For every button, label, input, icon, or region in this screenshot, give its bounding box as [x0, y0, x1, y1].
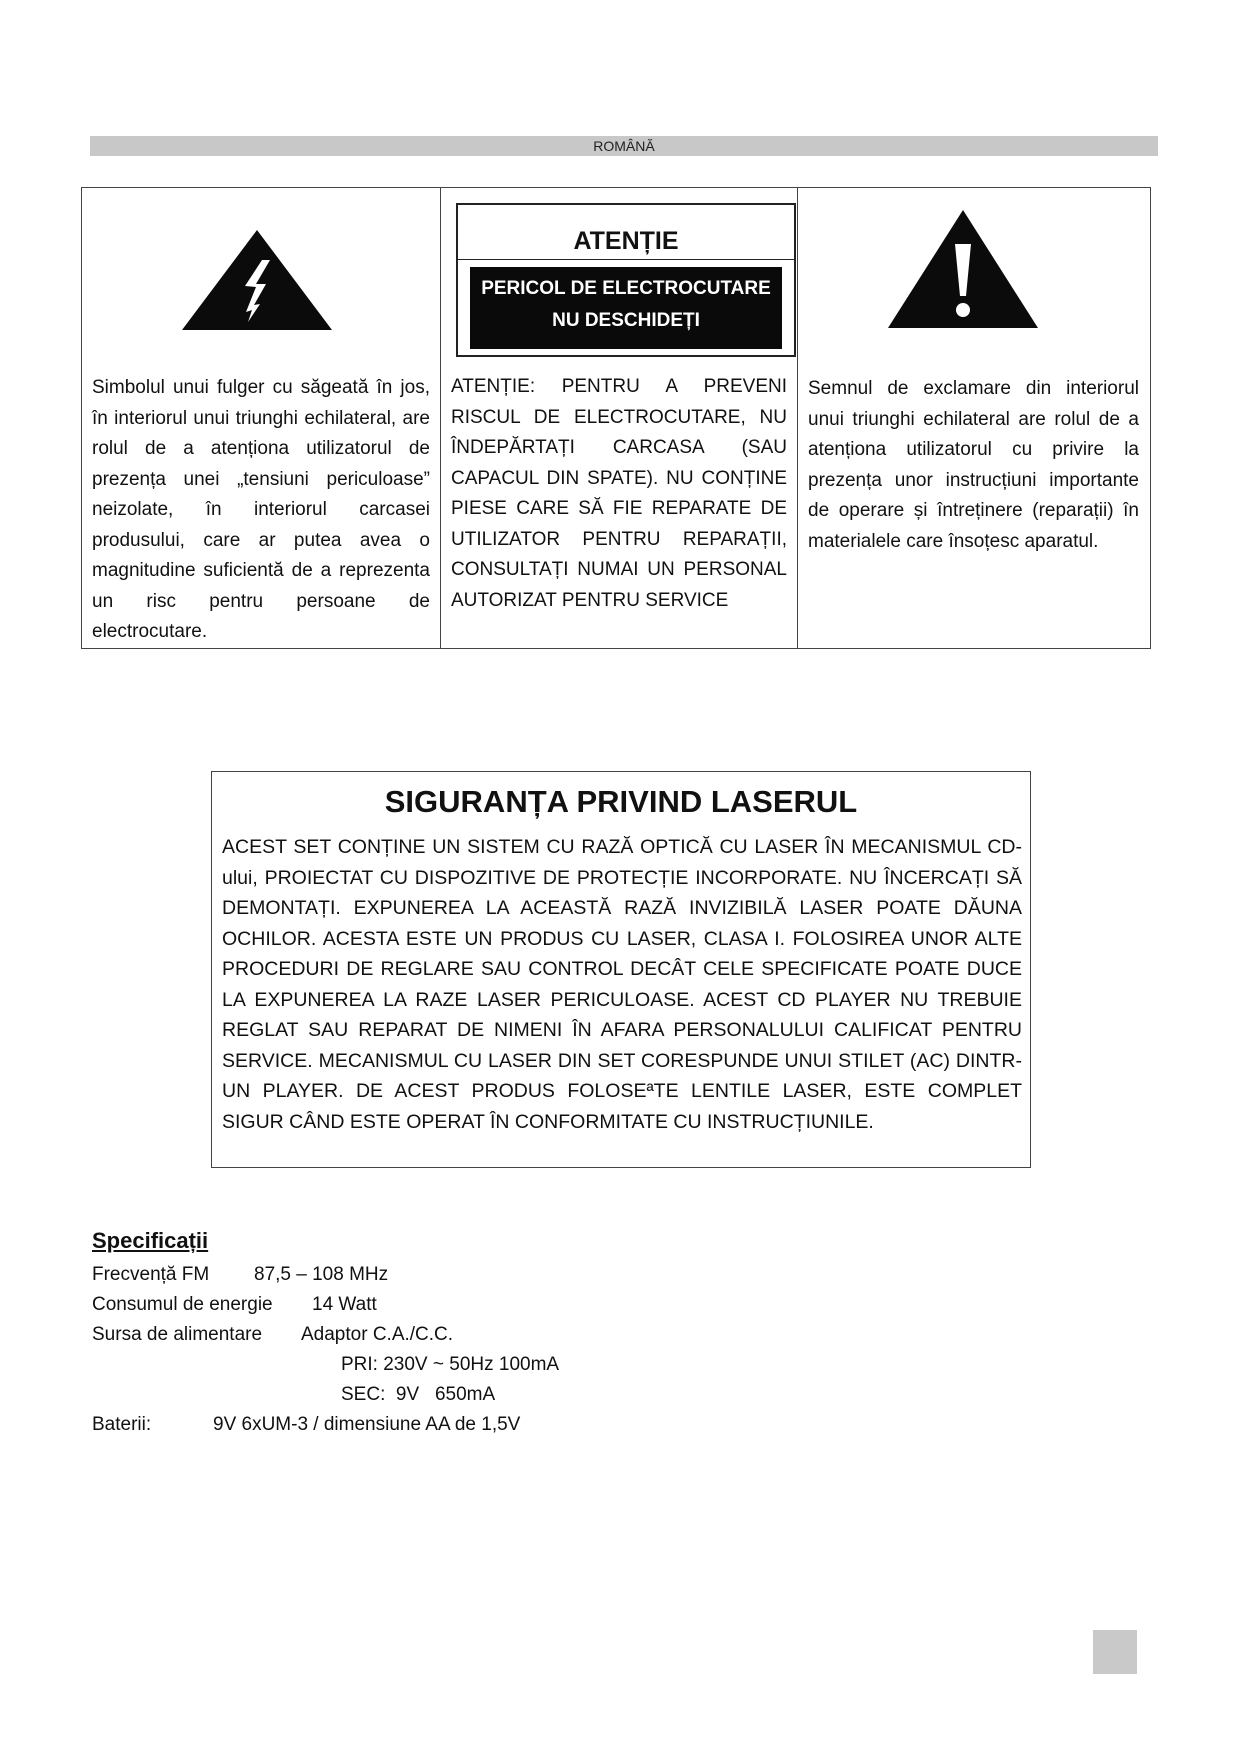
exclamation-warning-cell	[797, 188, 1149, 648]
spec-label-fm: Frecvență FM	[92, 1264, 210, 1285]
spec-label-battery: Baterii:	[92, 1414, 152, 1435]
specifications-title: Specificații	[92, 1228, 209, 1253]
spec-label-supply: Sursa de alimentare	[92, 1324, 263, 1345]
laser-safety-text: ACEST SET CONȚINE UN SISTEM CU RAZĂ OPTICĂ CU LASER ÎN MECANISMUL CD-ului, PROIECTAT CU DISPOZITIVE DE PROTECȚIE INCORPORATE. NU ÎNCERCAȚI SĂ DEMONTAȚI. EXPUNEREA LA ACEASTĂ RAZĂ INVIZIBILĂ LASER POATE DĂUNA OCHILOR. ACESTA ESTE UN PRODUS CU LASER, CLASA I. FOLOSIREA UNOR ALTE PROCEDURI DE REGLARE SAU CONTROL DECÂT CELE SPECIFICATE POATE DUCE LA EXPUNEREA LA RAZE LASER PERICULOASE. ACEST CD PLAYER NU TREBUIE REGLAT SAU REPARAT DE NIMENI ÎN AFARA PERSONALULUI CALIFICAT PENTRU SERVICE. MECANISMUL CU LASER DIN SET CORESPUNDE UNUI STILET (AC) DINTR-UN PLAYER. DE ACEST PRODUS FOLOSEªTE LENTILE LASER, ESTE COMPLET SIGUR CÂND ESTE OPERAT ÎN CONFORMITATE CU INSTRUCȚIUNILE.	[222, 836, 1022, 1133]
caution-text: ATENȚIE: PENTRU A PREVENI RISCUL DE ELECTROCUTARE, NU ÎNDEPĂRTAȚI CARCASA (SAU CAPACUL DIN SPATE). NU CONȚINE PIESE CARE SĂ FIE REPARATE DE UTILIZATOR PENTRU REPARAȚII, CONSULTAȚI NUMAI UN PERSONAL AUTORIZAT PENTRU SERVICE	[451, 376, 787, 611]
do-not-open-line: NU DESCHIDEȚI	[552, 310, 700, 331]
spec-value-battery: 9V 6xUM-3 / dimensiune AA de 1,5V	[213, 1414, 521, 1435]
language-header-bar	[90, 136, 1158, 156]
caution-divider	[458, 259, 794, 260]
lightning-warning-triangle-icon	[182, 230, 332, 330]
exclamation-warning-triangle-icon	[888, 210, 1038, 328]
spec-row-power	[92, 1290, 892, 1320]
spec-row-battery	[92, 1410, 892, 1440]
exclamation-warning-text: Semnul de exclamare din interiorul unui triunghi echilateral are rolul de a atenționa utilizatorul cu privire la prezența unor instrucțiuni importante de operare și întreținere (reparații) în materialele care însoțesc aparatul.	[808, 378, 1139, 552]
page-number-marker	[1093, 1630, 1137, 1674]
spec-row-secondary	[92, 1380, 892, 1410]
caution-cell	[440, 188, 797, 648]
caution-label-frame	[456, 203, 796, 357]
shock-hazard-label	[470, 267, 782, 349]
shock-hazard-line: PERICOL DE ELECTROCUTARE	[481, 278, 771, 299]
spec-label-power: Consumul de energie	[92, 1294, 273, 1315]
specifications-section	[92, 1228, 892, 1440]
spec-value-primary: PRI: 230V ~ 50Hz 100mA	[341, 1354, 560, 1375]
spec-row-primary	[92, 1350, 892, 1380]
spec-value-fm: 87,5 – 108 MHz	[254, 1264, 389, 1285]
spec-value-supply: Adaptor C.A./C.C.	[301, 1324, 454, 1345]
caution-title: ATENȚIE	[573, 227, 679, 255]
spec-row-supply	[92, 1320, 892, 1350]
laser-safety-title: SIGURANȚA PRIVIND LASERUL	[384, 784, 858, 819]
laser-safety-box	[211, 771, 1031, 1168]
language-label: ROMÂNĂ	[593, 138, 655, 154]
lightning-warning-text: Simbolul unui fulger cu săgeată în jos, în interiorul unui triunghi echilateral, are rolul de a atenționa utilizatorul de prezența unei „tensiuni periculoase” neizolate, în interiorul carcasei produsului, care ar putea avea o magnitudine suficientă de a reprezenta un risc pentru persoane de electrocutare.	[92, 377, 430, 642]
spec-value-secondary: SEC: 9V 650mA	[341, 1384, 496, 1405]
safety-warnings-table	[81, 187, 1151, 649]
spec-value-power: 14 Watt	[312, 1294, 377, 1315]
spec-row-fm	[92, 1260, 892, 1290]
lightning-warning-cell	[82, 188, 440, 648]
